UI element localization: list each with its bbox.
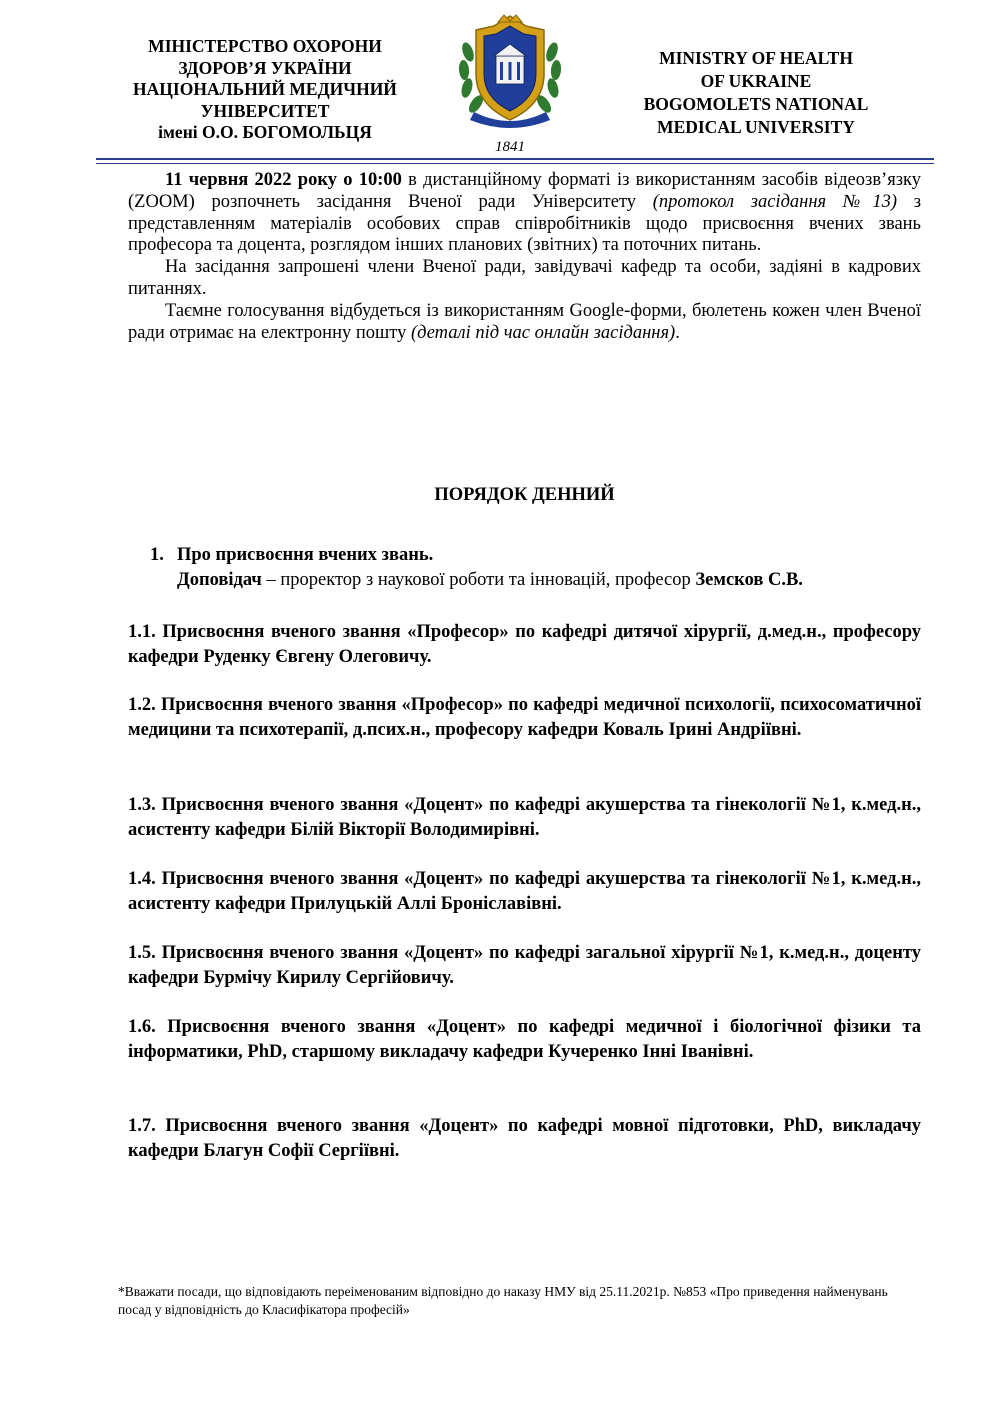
intro-text-span: .: [675, 322, 680, 343]
subitem-number: 1.4.: [128, 869, 156, 889]
speaker-role: – проректор з наукової роботи та інновацій, професор: [261, 570, 696, 590]
header-right-line: BOGOMOLETS NATIONAL: [643, 94, 869, 114]
header-left-line: ЗДОРОВ’Я УКРАЇНИ: [178, 57, 352, 78]
agenda-subitem: [128, 620, 921, 670]
intro-text-span: з представленням матеріалів особових справ співробітників щодо присвоєння вчених звань професора та доцента, розглядом інших планових (звітних) та поточних питань.: [128, 191, 922, 256]
agenda-item-1: [150, 543, 921, 593]
intro-paragraph: [128, 170, 921, 257]
header-rule-thin: [96, 163, 934, 164]
header-left-line: імені О.О. БОГОМОЛЬЦЯ: [158, 122, 372, 142]
subitem-text: Присвоєння вченого звання «Професор» по кафедрі медичної психології, психосоматичної медицини та психотерапії, д.псих.н., професору кафедри Коваль Ірині Андріївні.: [128, 695, 921, 740]
speaker-line: [150, 568, 921, 593]
intro-text-span: в дистанційному форматі із використанням засобів відеозв’язку (ZOOM) розпочнеть засідання Вченої ради Університету: [128, 170, 922, 212]
subitem-text: Присвоєння вченого звання «Доцент» по кафедрі медичної і біологічної фізики та інформатики, PhD, старшому викладачу кафедри Кучеренко Інні Іванівні.: [128, 1017, 922, 1062]
header-rule-thick: [96, 158, 934, 160]
protocol-ref: (протокол засідання №13): [652, 191, 897, 212]
subitem-text: Присвоєння вченого звання «Професор» по кафедрі дитячої хірургії, д.мед.н., професору кафедри Руденку Євгену Олеговичу.: [128, 622, 922, 667]
subitem-number: 1.7.: [128, 1116, 156, 1136]
subitem-text: Присвоєння вченого звання «Доцент» по кафедрі акушерства та гінекології №1, к.мед.н., асистенту кафедри Білій Вікторії Володимирівні.: [128, 795, 921, 840]
footnote: *Вважати посади, що відповідають переіменованим відповідно до наказу НМУ від 25.11.2021р. №853 «Про приведення найменувань посад у відповідність до Класифікатора професій»: [118, 1284, 888, 1317]
intro-text-span: Таємне голосування відбудеться із використанням Google-форми, бюлетень кожен член Вченої ради отримає на електронну пошту: [128, 300, 921, 343]
subitem-number: 1.1.: [128, 622, 156, 642]
subitem-number: 1.3.: [128, 795, 156, 815]
university-coat-of-arms-icon: [454, 12, 566, 130]
intro-paragraph: [128, 301, 921, 345]
online-details-note: (деталі під час онлайн засідання): [410, 322, 676, 343]
subitem-text: Присвоєння вченого звання «Доцент» по кафедрі акушерства та гінекології №1, к.мед.н., асистенту кафедри Прилуцькій Аллі Броніславівні.: [128, 869, 921, 914]
agenda-subitem: [128, 1114, 921, 1164]
header-left-line: УНІВЕРСИТЕТ: [200, 100, 330, 121]
header-left-line: НАЦІОНАЛЬНИЙ МЕДИЧНИЙ: [133, 79, 397, 99]
subitem-number: 1.5.: [128, 943, 156, 963]
agenda-subitem: [128, 941, 921, 991]
subitem-text: Присвоєння вченого звання «Доцент» по кафедрі загальної хірургії №1, к.мед.н., доценту кафедри Бурмічу Кирилу Сергійовичу.: [128, 943, 922, 988]
header-right-line: MEDICAL UNIVERSITY: [657, 117, 855, 137]
item-title: Про присвоєння вчених звань.: [177, 545, 434, 565]
agenda-subitem: [128, 793, 921, 843]
header-right-line: MINISTRY OF HEALTH: [659, 48, 853, 68]
subitem-text: Присвоєння вченого звання «Доцент» по кафедрі мовної підготовки, PhD, викладачу кафедри Благун Софії Сергіївні.: [128, 1116, 921, 1161]
founding-year: 1841: [495, 139, 525, 155]
speaker-label: Доповідач: [177, 570, 262, 590]
header-right-en: [590, 47, 922, 139]
agenda-title: ПОРЯДОК ДЕННИЙ: [434, 485, 615, 505]
meeting-date: 11 червня 2022 року о 10:00: [165, 170, 402, 190]
header-right-line: OF UKRAINE: [700, 71, 812, 91]
agenda-item-1-heading: [150, 543, 921, 568]
agenda-subitem: [128, 693, 921, 743]
subitem-number: 1.6.: [128, 1017, 156, 1037]
intro-paragraph: На засідання запрошені члени Вченої ради, завідувачі кафедр та особи, задіяні в кадрових питаннях.: [128, 257, 921, 299]
header-left-ua: [100, 36, 430, 144]
item-number: 1.: [150, 545, 164, 565]
agenda-subitem: [128, 867, 921, 917]
header-left-line: МІНІСТЕРСТВО ОХОРОНИ: [148, 36, 382, 56]
speaker-name: Земсков С.В.: [695, 570, 803, 590]
subitem-number: 1.2.: [128, 695, 156, 715]
agenda-subitem: [128, 1015, 921, 1065]
intro-text: [128, 170, 921, 344]
